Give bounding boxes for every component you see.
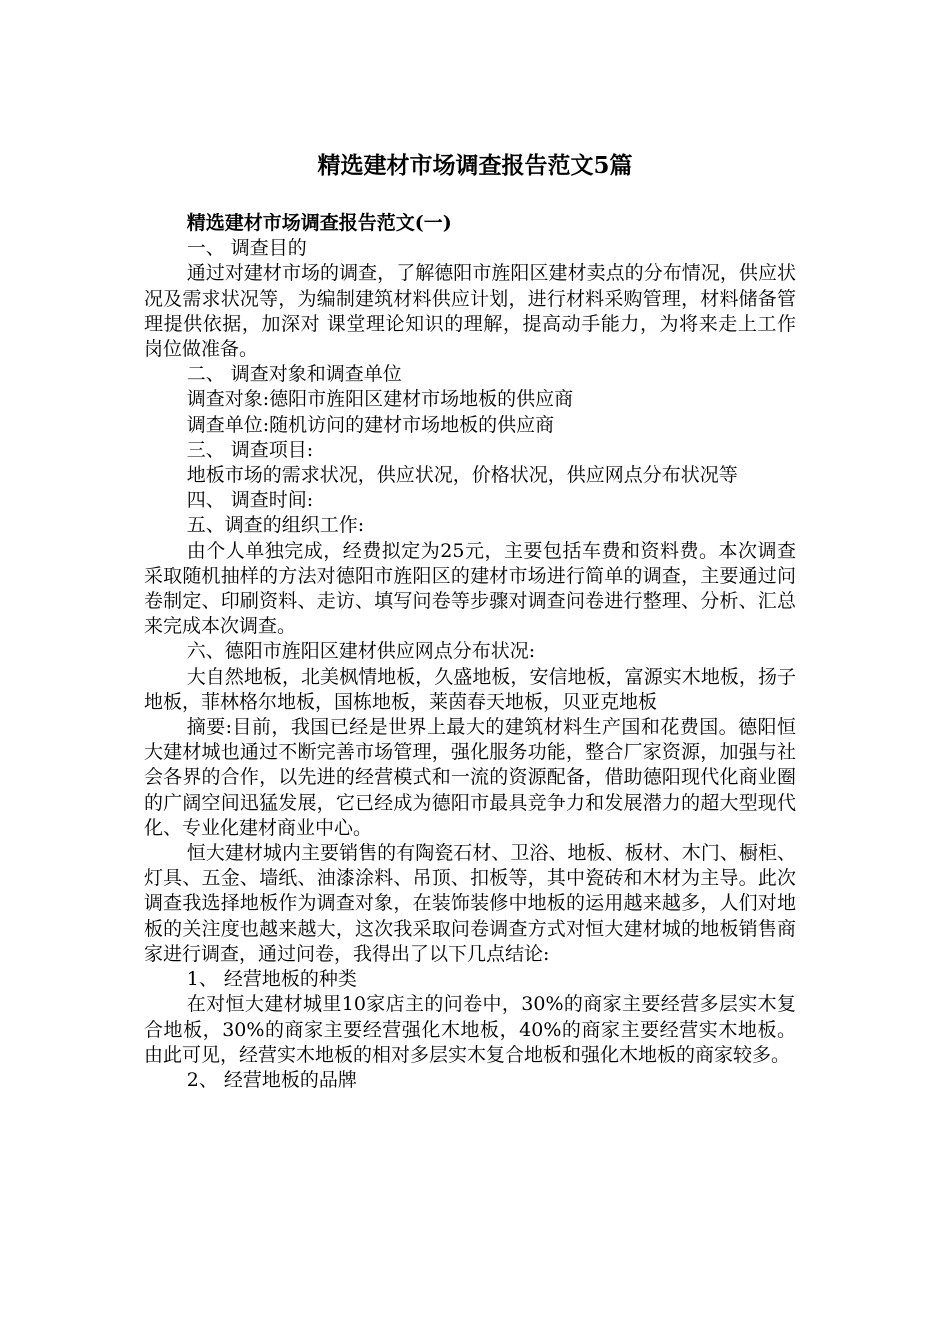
- heading-objects: 二、 调查对象和调查单位: [186, 363, 402, 386]
- paragraph-unit: 调查单位:随机访问的建材市场地板的供应商: [186, 413, 555, 436]
- paragraph-object: 调查对象:德阳市旌阳区建材市场地板的供应商: [186, 388, 574, 411]
- paragraph-market-overview: 恒大建材城内主要销售的有陶瓷石材、卫浴、地板、板材、木门、橱柜、灯具、五金、墙纸、油漆涂料、吊顶、扣板等，其中瓷砖和木材为主导。此次调查我选择地板作为调查对象，在装饰装修中地板的运用越来越多，人们对地板的关注度也越来越大，这次我采取问卷调查方式对恒大建材城的地板销售商家进行调查，通过问卷，我得出了以下几点结论:: [144, 842, 796, 965]
- heading-time: 四、 调查时间:: [186, 489, 314, 512]
- document-title: 精选建材市场调查报告范文5篇: [317, 152, 633, 179]
- heading-purpose: 一、 调查目的: [186, 237, 307, 260]
- paragraph-abstract: 摘要:目前，我国已经是世界上最大的建筑材料生产国和花费国。德阳恒大建材城也通过不断完善市场管理，强化服务功能，整合厂家资源，加强与社会各界的合作，以先进的经营模式和一流的资源配备，借助德阳现代化商业圈的广阔空间迅猛发展，它已经成为德阳市最具竞争力和发展潜力的超大型现代化、专业化建材商业中心。: [144, 716, 796, 839]
- paragraph-brand-list: 大自然地板，北美枫情地板，久盛地板，安信地板，富源实木地板，扬子地板，菲林格尔地板，国栋地板，莱茵春天地板，贝亚克地板: [144, 665, 796, 713]
- heading-floor-types: 1、 经营地板的种类: [186, 968, 357, 991]
- paragraph-purpose: 通过对建材市场的调查，了解德阳市旌阳区建材卖点的分布情况，供应状况及需求状况等，为编制建筑材料供应计划，进行材料采购管理，材料储备管理提供依据，加深对 课堂理论知识的理解，提高动手能力，为将来走上工作岗位做准备。: [144, 262, 796, 361]
- heading-distribution: 六、德阳市旌阳区建材供应网点分布状况:: [186, 640, 536, 663]
- heading-organization: 五、调查的组织工作:: [186, 514, 365, 537]
- paragraph-items: 地板市场的需求状况，供应状况，价格状况，供应网点分布状况等: [186, 464, 738, 487]
- paragraph-organization: 由个人单独完成，经费拟定为25元，主要包括车费和资料费。本次调查采取随机抽样的方法对德阳市旌阳区的建材市场进行简单的调查，主要通过问卷制定、印刷资料、走访、填写问卷等步骤对调查问卷进行整理、分析、汇总来完成本次调查。: [144, 539, 796, 638]
- section-heading: 精选建材市场调查报告范文(一): [186, 212, 452, 234]
- document-body: [144, 211, 796, 1093]
- heading-items: 三、 调查项目:: [186, 438, 314, 461]
- paragraph-floor-types: 在对恒大建材城里10家店主的问卷中，30%的商家主要经营多层实木复合地板，30%的商家主要经营强化木地板，40%的商家主要经营实木地板。由此可见，经营实木地板的相对多层实木复合地板和强化木地板的商家较多。: [144, 993, 796, 1066]
- heading-floor-brands: 2、 经营地板的品牌: [186, 1068, 357, 1091]
